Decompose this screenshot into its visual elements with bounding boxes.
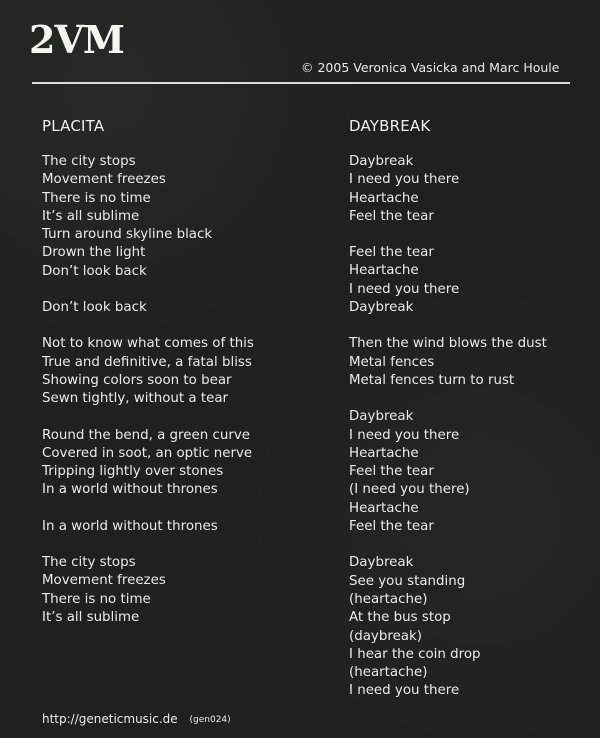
lyric-line: Then the wind blows the dust	[349, 336, 547, 352]
lyric-line: Drown the light	[42, 245, 146, 261]
lyric-stanza	[42, 335, 287, 408]
lyric-line: Covered in soot, an optic nerve	[42, 445, 253, 461]
lyric-line: True and definitive, a fatal bliss	[42, 354, 252, 370]
lyric-line: (daybreak)	[349, 628, 422, 644]
lyric-stanza	[349, 153, 594, 226]
lyric-line: (I need you there)	[349, 482, 470, 498]
lyric-line: Feel the tear	[349, 245, 434, 261]
lyric-line: Tripping lightly over stones	[42, 464, 224, 480]
lyric-line: It’s all sublime	[42, 609, 140, 625]
lyric-line: Round the bend, a green curve	[42, 427, 251, 443]
song-title-daybreak: DAYBREAK	[349, 117, 431, 135]
lyric-stanza	[349, 408, 594, 536]
catalog-code: (gen024)	[189, 715, 231, 725]
lyric-line: Daybreak	[349, 300, 414, 316]
lyric-line: The city stops	[42, 555, 136, 571]
lyric-line: Showing colors soon to bear	[42, 372, 232, 388]
lyric-line: Don’t look back	[42, 263, 147, 279]
lyric-line: I need you there	[349, 172, 460, 188]
lyric-line: Heartache	[349, 500, 419, 516]
lyric-line: Heartache	[349, 445, 419, 461]
lyric-stanza	[349, 554, 594, 700]
lyric-line: Movement freezes	[42, 172, 166, 188]
lyric-stanza	[42, 427, 287, 500]
song-daybreak	[349, 117, 594, 719]
song-title-placita: PLACITA	[42, 117, 105, 135]
lyric-line: Feel the tear	[349, 519, 434, 535]
lyric-line: Heartache	[349, 263, 419, 279]
lyric-stanza	[349, 335, 594, 390]
lyric-line: I need you there	[349, 427, 460, 443]
lyric-line: It’s all sublime	[42, 208, 140, 224]
lyric-stanza	[42, 299, 287, 317]
lyric-stanza	[349, 244, 594, 317]
lyric-line: In a world without thrones	[42, 518, 218, 534]
lyric-line: Daybreak	[349, 555, 414, 571]
lyric-line: Not to know what comes of this	[42, 336, 254, 352]
lyric-line: Movement freezes	[42, 573, 166, 589]
lyric-line: Daybreak	[349, 409, 414, 425]
lyric-line: I need you there	[349, 281, 460, 297]
lyric-line: Don’t look back	[42, 300, 147, 316]
placita-lyrics	[42, 153, 287, 627]
lyric-line: In a world without thrones	[42, 482, 218, 498]
footer	[42, 712, 231, 728]
lyric-line: I need you there	[349, 683, 460, 699]
lyric-line: There is no time	[42, 190, 151, 206]
lyric-line: (heartache)	[349, 591, 428, 607]
lyric-line: See you standing	[349, 573, 466, 589]
brand-logo: 2VM	[29, 17, 124, 62]
lyric-line: I hear the coin drop	[349, 646, 481, 662]
lyric-line: Feel the tear	[349, 208, 434, 224]
lyric-line: (heartache)	[349, 665, 428, 681]
header-divider	[32, 82, 570, 84]
website-link[interactable]: http://geneticmusic.de	[42, 712, 178, 726]
lyric-line: Feel the tear	[349, 464, 434, 480]
lyric-stanza	[42, 554, 287, 627]
lyric-line: Turn around skyline black	[42, 227, 213, 243]
lyric-line: Sewn tightly, without a tear	[42, 391, 229, 407]
song-placita	[42, 117, 287, 645]
lyric-line: Metal fences turn to rust	[349, 372, 515, 388]
lyric-line: There is no time	[42, 591, 151, 607]
daybreak-lyrics	[349, 153, 594, 701]
lyric-line: Heartache	[349, 190, 419, 206]
lyric-line: Daybreak	[349, 154, 414, 169]
lyric-line: At the bus stop	[349, 610, 451, 626]
copyright-notice: © 2005 Veronica Vasicka and Marc Houle	[301, 60, 560, 75]
lyric-line: Metal fences	[349, 354, 435, 370]
lyric-stanza	[42, 518, 287, 536]
lyric-line: The city stops	[42, 154, 136, 169]
lyric-stanza	[42, 153, 287, 281]
